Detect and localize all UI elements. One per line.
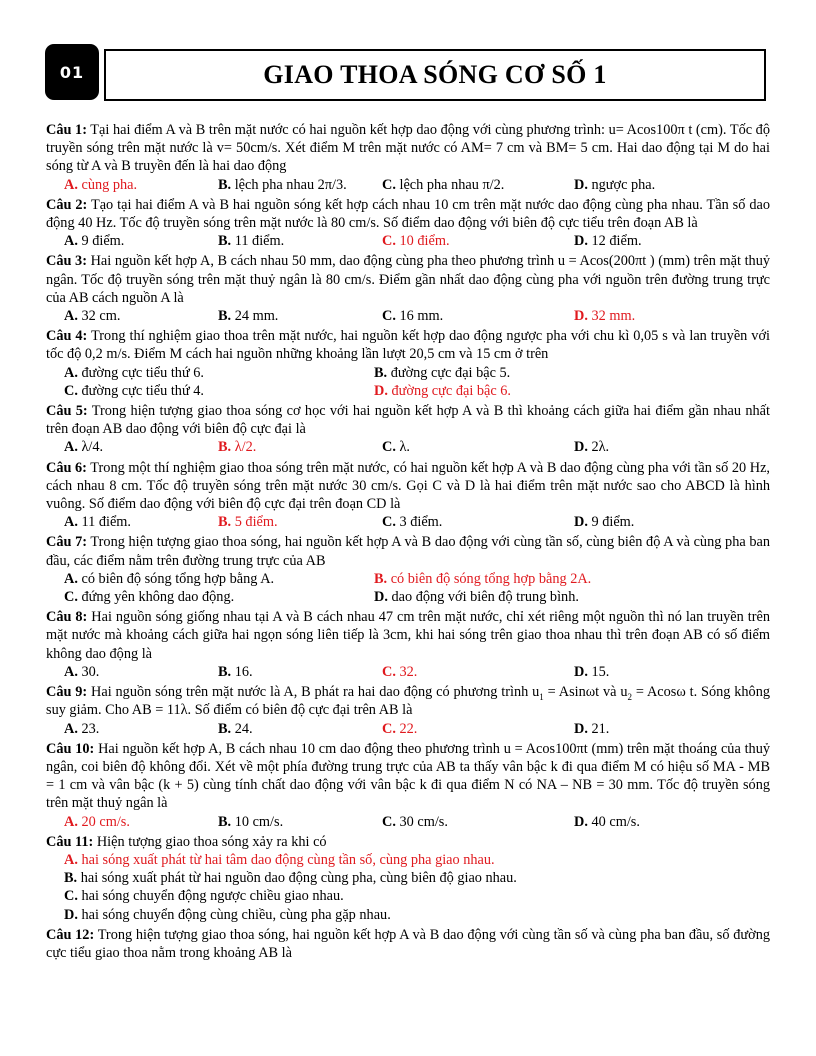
question-number: Câu 12:: [46, 926, 95, 943]
option-letter: B.: [64, 870, 78, 887]
question-number: Câu 3:: [46, 253, 87, 270]
question-stem: [46, 533, 770, 569]
options: [46, 438, 770, 456]
option-d: [574, 176, 655, 194]
option-text: cùng pha.: [77, 176, 138, 193]
option-c-correct: [382, 232, 574, 250]
option-a-correct: [64, 813, 218, 831]
option-c-correct: [382, 720, 574, 738]
option-letter: C.: [382, 720, 396, 737]
options: [46, 232, 770, 250]
question-number: Câu 2:: [46, 196, 88, 213]
question-text-part: = Asinωt và u: [543, 684, 628, 701]
option-text: 11 điểm.: [77, 514, 131, 531]
option-text: hai sóng xuất phát từ hai tâm dao động cùng tần số, cùng pha giao nhau.: [77, 851, 495, 868]
question-3: [46, 252, 770, 325]
option-b: [218, 663, 382, 681]
option-text: 22.: [395, 720, 418, 737]
option-d: [574, 232, 642, 250]
option-letter: D.: [574, 233, 588, 250]
option-letter: C.: [382, 176, 396, 193]
option-text: 21.: [587, 720, 610, 737]
option-c: [382, 438, 574, 456]
question-stem: [46, 252, 770, 307]
option-text: hai sóng chuyển động cùng chiều, cùng pha gặp nhau.: [77, 906, 391, 923]
question-text: Trong hiện tượng giao thoa sóng cơ học với hai nguồn kết hợp A và B thì khoảng cách giữa hai điểm gần nhau nhất trên đoạn AB dao động với biên độ cực đại là: [46, 403, 770, 438]
question-2: [46, 196, 770, 251]
question-text-part: Hai nguồn sóng trên mặt nước là A, B phát ra hai dao động có phương trình u: [87, 684, 540, 701]
section-number-badge: 01: [45, 44, 99, 100]
option-text: 32 mm.: [587, 308, 636, 325]
option-d: [574, 813, 640, 831]
option-text: đường cực tiểu thứ 6.: [77, 364, 205, 381]
question-number: Câu 6:: [46, 459, 87, 476]
option-text: 3 điểm.: [395, 514, 443, 531]
option-a: [64, 307, 218, 325]
option-a: [64, 438, 218, 456]
page-title: GIAO THOA SÓNG CƠ SỐ 1: [263, 60, 607, 89]
options: [46, 513, 770, 531]
option-b: [218, 720, 382, 738]
option-letter: A.: [64, 364, 78, 381]
option-letter: D.: [574, 176, 588, 193]
option-letter: A.: [64, 233, 78, 250]
option-letter: B.: [218, 439, 232, 456]
options: [46, 663, 770, 681]
option-b-correct: [374, 570, 684, 588]
option-a: [64, 364, 374, 382]
question-5: [46, 402, 770, 457]
title-box: [104, 49, 766, 101]
option-letter: C.: [382, 514, 396, 531]
question-stem: [46, 121, 770, 176]
option-letter: A.: [64, 813, 78, 830]
option-letter: D.: [574, 663, 588, 680]
option-a: [64, 513, 218, 531]
option-letter: A.: [64, 439, 78, 456]
options-row-2: [46, 382, 770, 400]
option-text: 32.: [395, 663, 418, 680]
question-9: [46, 683, 770, 738]
option-c: [46, 887, 770, 905]
option-text: 16.: [231, 663, 253, 680]
option-text: 9 điểm.: [77, 233, 125, 250]
question-stem: [46, 683, 770, 719]
option-letter: D.: [574, 813, 588, 830]
option-text: λ.: [395, 439, 410, 456]
option-letter: C.: [382, 813, 396, 830]
question-number: Câu 7:: [46, 534, 88, 551]
option-text: 16 mm.: [395, 308, 444, 325]
option-text: lệch pha nhau π/2.: [395, 176, 505, 193]
options: [46, 813, 770, 831]
options: [46, 720, 770, 738]
option-letter: A.: [64, 851, 78, 868]
option-letter: A.: [64, 720, 78, 737]
option-text: 10 điểm.: [395, 233, 450, 250]
option-b: [218, 307, 382, 325]
question-4: [46, 327, 770, 400]
option-letter: C.: [64, 888, 78, 905]
option-text: 30 cm/s.: [395, 813, 448, 830]
option-letter: D.: [574, 720, 588, 737]
question-text: Tại hai điểm A và B trên mặt nước có hai nguồn kết hợp dao động với cùng phương trình: u= Acos100π t (cm). Tốc độ truyền sóng trên mặt nước là v= 50cm/s. Xét điểm M trên mặt nước có AM= 7 cm và BM= 5 cm. Hai dao động tại M do hai sóng từ A và B truyền đến là hai dao động: [46, 122, 770, 175]
question-stem: [46, 740, 770, 813]
question-stem: [46, 608, 770, 663]
question-number: Câu 5:: [46, 403, 88, 420]
option-letter: B.: [218, 514, 232, 531]
option-text: 2λ.: [587, 439, 610, 456]
option-letter: B.: [218, 176, 232, 193]
option-text: 23.: [77, 720, 100, 737]
option-letter: D.: [374, 589, 388, 606]
option-c: [382, 176, 574, 194]
options: [46, 176, 770, 194]
question-text: Tạo tại hai điểm A và B hai nguồn sóng kết hợp cách nhau 10 cm trên mặt nước dao động cùng pha nhau. Tần số dao động 40 Hz. Tốc độ truyền sóng trên mặt nước là 80 cm/s. Số điểm dao động với biên độ cực tiểu trên đoạn AB là: [46, 196, 770, 232]
option-d-correct: [374, 382, 684, 400]
option-letter: B.: [218, 720, 232, 737]
option-text: 30.: [77, 663, 100, 680]
option-a: [64, 663, 218, 681]
option-b: [218, 176, 382, 194]
question-text: Hai nguồn kết hợp A, B cách nhau 50 mm, dao động cùng pha theo phương trình u = Acos(200πt ) (mm) trên mặt thuỷ ngân. Tốc độ truyền sóng trên mặt thuỷ ngân là 80 cm/s. Điểm gần nhất dao động cùng pha với nguồn trên đường trung trực của AB cách nguồn A là: [46, 253, 770, 306]
question-list: [46, 121, 770, 964]
question-7: [46, 533, 770, 606]
option-letter: C.: [382, 663, 396, 680]
option-letter: B.: [374, 570, 388, 587]
question-8: [46, 608, 770, 681]
question-stem: [46, 196, 770, 232]
option-text: 11 điểm.: [231, 233, 285, 250]
option-letter: B.: [374, 364, 388, 381]
option-letter: A.: [64, 308, 78, 325]
question-number: Câu 11:: [46, 833, 94, 850]
option-c: [382, 307, 574, 325]
option-text: ngược pha.: [587, 176, 656, 193]
question-10: [46, 740, 770, 831]
options: [46, 307, 770, 325]
question-1: [46, 121, 770, 194]
option-text: 32 cm.: [77, 308, 121, 325]
option-d: [574, 513, 634, 531]
option-d: [574, 663, 609, 681]
option-b-correct: [218, 438, 382, 456]
option-c-correct: [382, 663, 574, 681]
question-stem: [46, 327, 770, 363]
subscript: 2: [627, 691, 632, 702]
question-6: [46, 459, 770, 532]
option-text: 9 điểm.: [587, 514, 635, 531]
option-a: [64, 720, 218, 738]
option-b: [46, 869, 770, 887]
option-letter: A.: [64, 570, 78, 587]
option-d-correct: [574, 307, 635, 325]
option-letter: D.: [574, 439, 588, 456]
option-a: [64, 232, 218, 250]
question-11: [46, 833, 770, 924]
option-c: [64, 382, 374, 400]
option-text: hai sóng chuyển động ngược chiều giao nhau.: [77, 888, 344, 905]
option-text: 15.: [587, 663, 610, 680]
option-text: đường cực đại bậc 5.: [387, 364, 511, 381]
question-stem: [46, 926, 770, 962]
question-number: Câu 10:: [46, 740, 95, 757]
option-text: hai sóng xuất phát từ hai nguồn dao động cùng pha, cùng biên độ giao nhau.: [77, 870, 517, 887]
option-text: 24.: [231, 720, 253, 737]
question-text: Hai nguồn sóng giống nhau tại A và B cách nhau 47 cm trên mặt nước, chỉ xét riêng một nguồn thì nó lan truyền trên mặt nước mà khoảng cách giữa hai ngọn sóng liên tiếp là 3cm, khi hai sóng trên giao thoa nhau thì trên đoạn AB có số điểm không dao động là: [46, 609, 770, 662]
option-letter: D.: [64, 906, 78, 923]
option-letter: B.: [218, 663, 232, 680]
option-text: có biên độ sóng tổng hợp bằng A.: [77, 570, 275, 587]
question-number: Câu 9:: [46, 684, 88, 701]
option-letter: C.: [64, 589, 78, 606]
option-b: [374, 364, 684, 382]
question-text: Trong thí nghiệm giao thoa trên mặt nước, hai nguồn kết hợp dao động ngược pha với chu kì 0,05 s và lan truyền với tốc độ 0,2 m/s. Điểm M cách hai nguồn những khoảng lần lượt 20,5 cm và 15 cm ở trên: [46, 328, 770, 363]
question-text: Trong một thí nghiệm giao thoa sóng trên mặt nước, có hai nguồn kết hợp A và B dao động cùng pha với tần số 20 Hz, cách nhau 8 cm. Tốc độ truyền sóng trên mặt nước 30 cm/s. Gọi C và D là hai điểm trên mặt nước sao cho ABCD là hình vuông. Số điểm dao động với biên độ cực đại trên đoạn CD là: [46, 459, 770, 513]
question-stem: [46, 833, 770, 851]
option-text: đường cực tiểu thứ 4.: [77, 382, 205, 399]
option-letter: D.: [574, 308, 588, 325]
option-d: [46, 906, 770, 924]
option-text: 20 cm/s.: [77, 813, 130, 830]
options-row-1: [46, 570, 770, 588]
option-text: 24 mm.: [231, 308, 279, 325]
option-text: λ/2.: [231, 439, 257, 456]
option-letter: C.: [382, 233, 396, 250]
option-c: [382, 813, 574, 831]
option-a: [64, 570, 374, 588]
question-number: Câu 8:: [46, 609, 88, 626]
option-letter: C.: [382, 308, 396, 325]
question-number: Câu 4:: [46, 328, 88, 345]
option-letter: A.: [64, 663, 78, 680]
option-letter: B.: [218, 233, 232, 250]
option-text: đứng yên không dao động.: [77, 589, 235, 606]
question-text: Trong hiện tượng giao thoa sóng, hai nguồn kết hợp A và B dao động với cùng tần số, cùng biên độ A và cùng pha ban đầu, các điểm nằm trên đường trung trực của AB: [46, 534, 770, 569]
option-a-correct: [46, 851, 770, 869]
option-letter: B.: [218, 308, 232, 325]
option-text: đường cực đại bậc 6.: [387, 382, 512, 399]
question-number: Câu 1:: [46, 122, 87, 138]
option-letter: A.: [64, 514, 78, 531]
question-12: [46, 926, 770, 962]
options-row-1: [46, 364, 770, 382]
question-text-part: = Acosω t. Sóng không suy giảm. Cho AB = 11λ. Số điểm có biên độ cực đại trên AB là: [46, 684, 770, 719]
question-text: Trong hiện tượng giao thoa sóng, hai nguồn kết hợp A và B dao động với cùng tần số và cùng pha ban đầu, số đường cực tiểu giao thoa nằm trong khoảng AB là: [46, 926, 770, 961]
option-letter: D.: [574, 514, 588, 531]
subscript: 1: [539, 691, 544, 702]
option-letter: A.: [64, 176, 78, 193]
option-text: 10 cm/s.: [231, 813, 284, 830]
option-text: có biên độ sóng tổng hợp bằng 2A.: [387, 570, 592, 587]
question-text: Hai nguồn kết hợp A, B cách nhau 10 cm dao động theo phương trình u = Acos100πt (mm) trên mặt thoáng của thuỷ ngân, coi biên độ không đổi. Xét về một phía đường trung trực của AB ta thấy vân bậc k đi qua điểm M có hiệu số MA - MB = 1 cm và vân bậc (k + 5) cùng tính chất dao động với vân bậc k đi qua điểm N có NA – NB = 30 mm. Tốc độ truyền sóng trên mặt thuỷ ngân là: [46, 740, 771, 812]
option-text: 12 điểm.: [587, 233, 642, 250]
option-c: [64, 588, 374, 606]
option-text: 40 cm/s.: [587, 813, 640, 830]
option-letter: C.: [64, 382, 78, 399]
option-b: [218, 813, 382, 831]
option-b: [218, 232, 382, 250]
option-b-correct: [218, 513, 382, 531]
option-text: 5 điểm.: [231, 514, 278, 531]
question-stem: [46, 459, 770, 514]
question-stem: [46, 402, 770, 438]
option-letter: C.: [382, 439, 396, 456]
option-a-correct: [64, 176, 218, 194]
option-c: [382, 513, 574, 531]
question-text: Hiện tượng giao thoa sóng xảy ra khi có: [93, 833, 327, 850]
options-row-2: [46, 588, 770, 606]
option-letter: B.: [218, 813, 232, 830]
option-d: [574, 438, 609, 456]
option-letter: D.: [374, 382, 388, 399]
option-d: [574, 720, 609, 738]
option-d: [374, 588, 684, 606]
option-text: dao động với biên độ trung bình.: [387, 589, 579, 606]
option-text: λ/4.: [77, 439, 104, 456]
option-text: lệch pha nhau 2π/3.: [231, 176, 347, 193]
